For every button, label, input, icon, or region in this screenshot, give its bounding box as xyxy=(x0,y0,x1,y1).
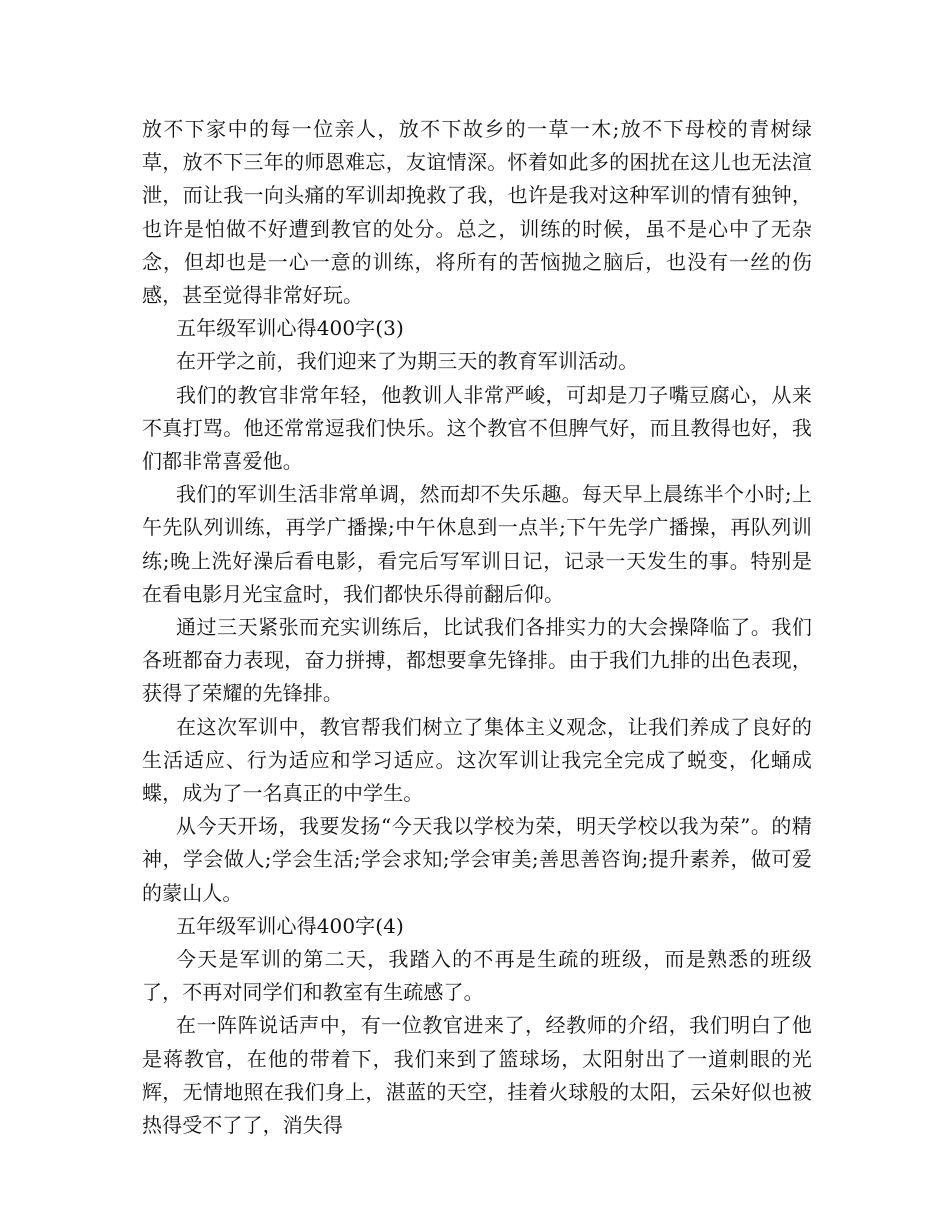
paragraph: 通过三天紧张而充实训练后，比试我们各排实力的大会操降临了。我们各班都奋力表现，奋力拼搏，都想要拿先锋排。由于我们九排的出色表现，获得了荣耀的先锋排。 xyxy=(142,615,812,706)
document-body xyxy=(142,113,812,1142)
paragraph: 从今天开场，我要发扬“今天我以学校为荣，明天学校以我为荣”。的精神，学会做人;学会生活;学会求知;学会审美;善思善咨询;提升素养，做可爱的蒙山人。 xyxy=(142,814,812,905)
paragraph: 今天是军训的第二天，我踏入的不再是生疏的班级，而是熟悉的班级了，不再对同学们和教室有生疏感了。 xyxy=(142,947,812,1005)
paragraph-continued: 放不下家中的每一位亲人，放不下故乡的一草一木;放不下母校的青树绿草，放不下三年的师恩难忘，友谊情深。怀着如此多的困扰在这儿也无法渲泄，而让我一向头痛的军训却挽救了我，也许是我对这种军训的情有独钟，也许是怕做不好遭到教官的处分。总之，训练的时候，虽不是心中了无杂念，但却也是一心一意的训练，将所有的苦恼抛之脑后，也没有一丝的伤感，甚至觉得非常好玩。 xyxy=(142,117,812,308)
paragraph: 在开学之前，我们迎来了为期三天的教育军训活动。 xyxy=(176,349,639,374)
section-heading-3: 五年级军训心得400字(3) xyxy=(176,316,404,341)
section-heading-4: 五年级军训心得400字(4) xyxy=(176,913,404,938)
paragraph: 在这次军训中，教官帮我们树立了集体主义观念，让我们养成了良好的生活适应、行为适应和学习适应。这次军训让我完全完成了蜕变，化蛹成蝶，成为了一名真正的中学生。 xyxy=(142,714,812,806)
paragraph: 我们的军训生活非常单调，然而却不失乐趣。每天早上晨练半个小时;上午先队列训练，再学广播操;中午休息到一点半;下午先学广播操，再队列训练;晚上洗好澡后看电影，看完后写军训日记，记录一天发生的事。特别是在看电影月光宝盒时，我们都快乐得前翻后仰。 xyxy=(142,482,812,606)
paragraph: 在一阵阵说话声中，有一位教官进来了，经教师的介绍，我们明白了他是蒋教官，在他的带着下，我们来到了篮球场，太阳射出了一道刺眼的光辉，无情地照在我们身上，湛蓝的天空，挂着火球般的太阳，云朵好似也被热得受不了了，消失得 xyxy=(142,1013,812,1138)
paragraph: 我们的教官非常年轻，他教训人非常严峻，可却是刀子嘴豆腐心，从来不真打骂。他还常常逗我们快乐。这个教官不但脾气好，而且教得也好，我们都非常喜爱他。 xyxy=(142,382,812,474)
